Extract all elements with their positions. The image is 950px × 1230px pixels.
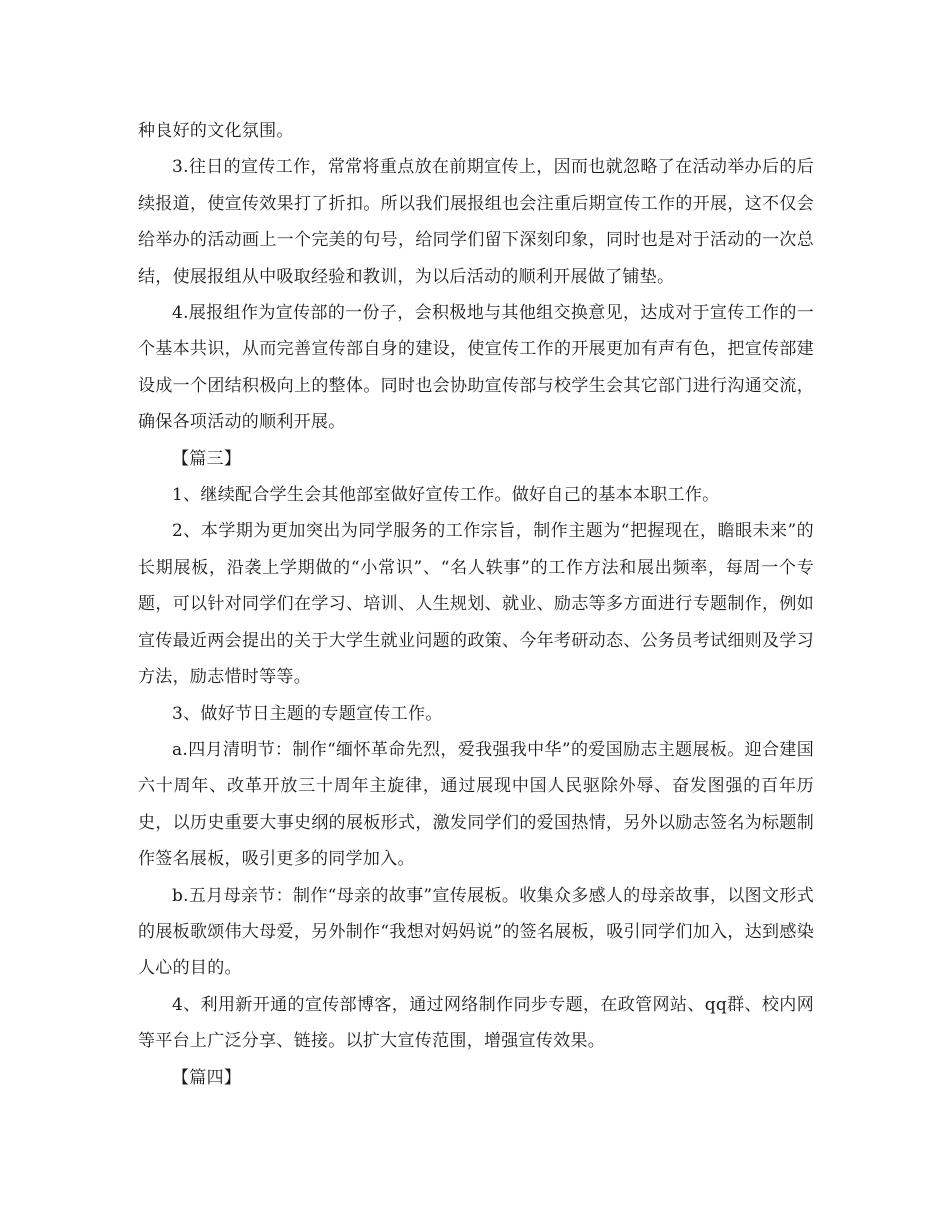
paragraph-item-3: 3.往日的宣传工作，常常将重点放在前期宣传上，因而也就忽略了在活动举办后的后续报道，使宣传效果打了折扣。所以我们展报组也会注重后期宣传工作的开展，这不仅会给举办的活动画上一个完美的句号，给同学们留下深刻印象，同时也是对于活动的一次总结，使展报组从中吸取经验和教训，为以后活动的顺利开展做了铺垫。 [138, 157, 814, 287]
paragraph-item-4: 4.展报组作为宣传部的一份子，会积极地与其他组交换意见，达成对于宣传工作的一个基本共识，从而完善宣传部自身的建设，使宣传工作的开展更加有声有色，把宣传部建设成一个团结积极向上的整体。同时也会协助宣传部与校学生会其它部门进行沟通交流，确保各项活动的顺利开展。 [138, 303, 814, 433]
document-body [138, 113, 814, 1096]
paragraph-point-1: 1、继续配合学生会其他部室做好宣传工作。做好自己的基本本职工作。 [172, 485, 720, 506]
paragraph-continuation: 种良好的文化氛围。 [138, 121, 294, 141]
section-heading-part-three: 【篇三】 [172, 448, 242, 469]
paragraph-point-3a: a.四月清明节：制作“缅怀革命先烈，爱我强我中华”的爱国励志主题展板。迎合建国六十周年、改革开放三十周年主旋律，通过展现中国人民驱除外辱、奋发图强的百年历史，以历史重要大事史纲的展板形式，激发同学们的爱国热情，另外以励志签名为标题制作签名展板，吸引更多的同学加入。 [138, 739, 814, 870]
paragraph-point-4: 4、利用新开通的宣传部博客，通过网络制作同步专题，在政管网站、qq群、校内网等平台上广泛分享、链接。以扩大宣传范围，增强宣传效果。 [138, 994, 814, 1052]
paragraph-point-3b: b.五月母亲节：制作“母亲的故事”宣传展板。收集众多感人的母亲故事，以图文形式的展板歌颂伟大母爱，另外制作“我想对妈妈说”的签名展板，吸引同学们加入，达到感染人心的目的。 [138, 885, 814, 979]
paragraph-point-3: 3、做好节日主题的专题宣传工作。 [172, 703, 443, 724]
paragraph-point-2: 2、本学期为更加突出为同学服务的工作宗旨，制作主题为“把握现在，瞻眼未来”的长期展板，沿袭上学期做的“小常识”、“名人轶事”的工作方法和展出频率，每周一个专题，可以针对同学们在学习、培训、人生规划、就业、励志等多方面进行专题制作，例如宣传最近两会提出的关于大学生就业问题的政策、今年考研动态、公务员考试细则及学习方法，励志惜时等等。 [138, 521, 814, 688]
section-heading-part-four: 【篇四】 [172, 1067, 242, 1088]
